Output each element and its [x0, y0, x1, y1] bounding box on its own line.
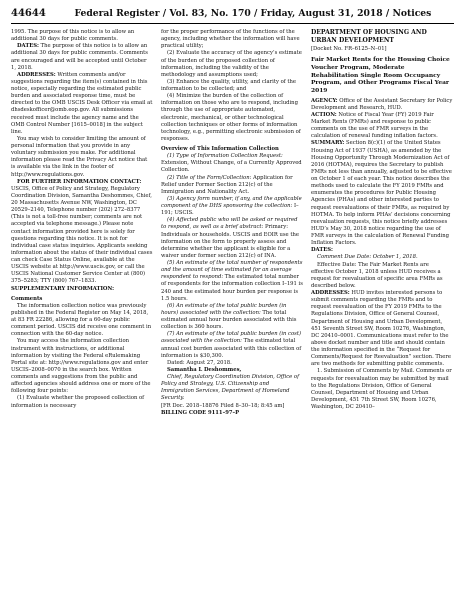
- item-label: (6) An estimate of the total public burden (in hours) associated with the collection:: [161, 302, 287, 316]
- item-label: (2) Title of the Form/Collection:: [167, 174, 252, 181]
- paragraph: (2) Evaluate the accuracy of the agency’s estimate of the burden of the proposed collection of information, including the validity of the methodology and assumptions used;: [161, 50, 302, 78]
- list-item: [161, 175, 303, 196]
- agency-text: Office of the Assistant Secretary for Policy Development and Research, HUD.: [311, 97, 453, 111]
- billing-code: BILLING CODE 9111–97–P: [161, 409, 240, 416]
- addresses-paragraph: [311, 290, 453, 368]
- section-heading: Overview of This Information Collection: [161, 146, 279, 152]
- item-text: The total estimated annual hour burden associated with this collection is 360 hours.: [161, 309, 297, 331]
- paragraph: The information collection notice was previously published in the Federal Register on May 14, 2018, at 83 FR 22286, allowing for a 60-day public comment period. USCIS did receive one comment in connection with the 60-day notice.: [11, 302, 152, 338]
- docket-number: [Docket No. FR–6125–N–01]: [311, 46, 387, 53]
- list-item: [161, 303, 303, 332]
- fr-doc-line: [FR Doc. 2018–18876 Filed 8–30–18; 8:45 am]: [161, 402, 285, 409]
- text-columns: [11, 29, 454, 594]
- item-label: (5) An estimate of the total number of respondents and the amount of time estimated for an average respondent to respond:: [161, 260, 303, 281]
- item-label: (7) An estimate of the total public burden (in cost) associated with the collection:: [161, 331, 301, 345]
- document-title: Fair Market Rents for the Housing Choice Voucher Program, Moderate Rehabilitation Single Room Occupancy Program, and Other Programs Fiscal Year 2019: [311, 56, 450, 95]
- dates-label: DATES:: [311, 247, 333, 254]
- department-heading: DEPARTMENT OF HOUSING AND URBAN DEVELOPMENT: [311, 29, 427, 44]
- addresses-label: ADDRESSES:: [311, 290, 350, 297]
- addresses-paragraph: [11, 72, 153, 136]
- contact-paragraph: [11, 179, 153, 286]
- item-label: (1) Type of Information Collection Request:: [167, 153, 283, 160]
- addresses-text: Written comments and/or suggestions regarding the item(s) contained in this notice, especially regarding the estimated public burden and associated response time, must be directed to the OMB USCIS Desk Officer via email at dhsdeskofficer@omb.eop.gov. All submissions received must include the agency name and the OMB Control Number [1615–0018] in the subject line.: [11, 71, 153, 135]
- agency-label: AGENCY:: [311, 97, 338, 104]
- list-item: [161, 153, 303, 174]
- list-item: [161, 196, 303, 217]
- column-left: [11, 29, 153, 594]
- dated-line: Dated: August 27, 2018.: [167, 359, 232, 366]
- list-item: [161, 331, 303, 360]
- summary-text: Section 8(c)(1) of the United States Housing Act of 1937 (USHA), as amended by the Housing Opportunity Through Modernization Act of 2016 (HOTMA), requires the Secretary to publish FMRs not less than annually, adjusted to be effective on October 1 of each year. This notice describes the methods used to calculate the FY 2019 FMRs and enumerates the procedures for Public Housing Agencies (PHAs) and other interested parties to request reevaluations of their FMRs, as required by HOTMA. To help inform PHAs’ decisions concerning reevaluation requests, this notice briefly addresses HUD’s May 30, 2018 notice regarding the use of FMR surveys in the calculation of Renewal Funding Inflation Factors.: [311, 140, 452, 247]
- item-text: The estimated total number of respondents for the information collection I–191 is 240 and the estimated hour burden per response is 1.5 hours.: [161, 274, 303, 302]
- dates-paragraph: [311, 247, 453, 254]
- paragraph: for the proper performance of the functions of the agency, including whether the information will have practical utility;: [161, 29, 300, 50]
- paragraph: (3) Enhance the quality, utility, and clarity of the information to be collected; and: [161, 78, 296, 92]
- signer-title: Chief, Regulatory Coordination Division, Office of Policy and Strategy, U.S. Citizenship and Immigration Services, Department of Homeland Security.: [161, 374, 300, 402]
- contact-label: FOR FURTHER INFORMATION CONTACT:: [17, 178, 142, 185]
- action-label: ACTION:: [311, 111, 337, 118]
- dates-paragraph: [11, 43, 153, 72]
- item-text: Primary: Individuals or households. USCIS and EOIR use the information on the form to properly assess and determine whether the applicant is eligible for a waiver under former section 212(c) of INA.: [161, 224, 299, 259]
- item-text: Application for Relief under Former Section 212(c) of the Immigration and Nationality Act.: [161, 174, 293, 195]
- masthead: Federal Register / Vol. 83, No. 170 / Friday, August 31, 2018 / Notices: [74, 8, 432, 19]
- summary-label: SUMMARY:: [311, 140, 345, 147]
- paragraph: You may wish to consider limiting the amount of personal information that you provide in any voluntary submission you make. For additional information please read the Privacy Act notice that is available via the link in the footer of http://www.regulations.gov.: [11, 135, 148, 178]
- dates-label: DATES:: [17, 43, 39, 50]
- supplementary-label: SUPPLEMENTARY INFORMATION:: [11, 285, 115, 292]
- paragraph: 1. Submission of Comments by Mail. Comments or requests for reevaluation may be submitted by mail to the Regulations Division, Office of General Counsel, Department of Housing and Urban Development, 451 7th Street SW, Room 10276, Washington, DC 20410–: [311, 368, 452, 411]
- list-item: [161, 217, 303, 260]
- item-label: (3) Agency form number, if any, and the applicable component of the DHS sponsoring the collection:: [161, 195, 302, 209]
- item-text: Extension, Without Change, of a Currently Approved Collection.: [161, 160, 302, 174]
- summary-paragraph: [311, 140, 453, 247]
- contact-text: USCIS, Office of Policy and Strategy, Regulatory Coordination Division, Samantha Deshommes, Chief, 20 Massachusetts Avenue NW, Washington, DC 20529–2140, Telephone number (202) 272–8377 (This is not a toll-free number; comments are not accepted via telephone message.) Please note contact information provided here is solely for questions regarding this notice. It is not for individual case status inquiries. Applicants seeking information about the status of their individual cases can check Case Status Online, available at the USCIS website at http://www.uscis.gov, or call the USCIS National Customer Service Center at (800) 375–5283; TTY (800) 767–1833.: [11, 185, 153, 285]
- dates-text: The purpose of this notice is to allow an additional 30 days for public comments. Comments are encouraged and will be accepted until October 1, 2018.: [11, 43, 148, 71]
- paragraph: (1) Evaluate whether the proposed collection of information is necessary: [11, 395, 145, 409]
- paragraph: (4) Minimize the burden of the collection of information on those who are to respond, including through the use of appropriate automated, electronic, mechanical, or other technological collection techniques or other forms of information technology, e.g., permitting electronic submission of responses.: [161, 93, 301, 142]
- page-number: 44644: [11, 8, 46, 19]
- column-right: [311, 29, 453, 594]
- agency-paragraph: [311, 98, 453, 112]
- running-head: [11, 8, 454, 24]
- effective-date: Effective Date: The Fair Market Rents are effective October 1, 2018 unless HUD receives a request for reevaluation of specific area FMRs as described below.: [311, 261, 443, 289]
- action-text: Notice of Fiscal Year (FY) 2019 Fair Market Rents (FMRs) and response to public comments on the use of FMR surveys in the calculation of renewal funding inflation factors.: [311, 111, 438, 140]
- addresses-label: ADDRESSES:: [17, 71, 56, 78]
- signer-name: Samantha L Deshommes,: [167, 366, 242, 373]
- supplementary-paragraph: [11, 286, 153, 293]
- list-item: [161, 260, 303, 303]
- paragraph: You may access the information collection instrument with instructions, or additional information by visiting the Federal eRulemaking Portal site at: http://www.regulations.gov and enter USCIS–2008–0070 in the search box. Written comments and suggestions from the public and affected agencies should address one or more of the following four points:: [11, 338, 151, 395]
- item-text: The estimated total annual cost burden associated with this collection of information is $30,300.: [161, 338, 302, 359]
- column-middle: [161, 29, 303, 594]
- addresses-text: HUD invites interested persons to submit comments regarding the FMRs and to request reevaluation of the FY 2019 FMRs to the Regulations Division, Office of General Counsel, Department of Housing and Urban Development, 451 Seventh Street SW, Room 10276, Washington, DC 20410–0001. Communications must refer to the above docket number and title and should contain the information specified in the “Request for Comments/Request for Reevaluation” section. There are two methods for submitting public comments.: [311, 290, 452, 368]
- item-label: (4) Affected public who will be asked or required to respond, as well as a brief abstract:: [161, 217, 298, 231]
- section-heading: Comments: [11, 295, 43, 302]
- paragraph: 1995. The purpose of this notice is to allow an additional 30 days for public comments.: [11, 29, 135, 43]
- item-text: I–191; USCIS.: [161, 203, 299, 217]
- comment-due-date: Comment Due Date: October 1, 2018.: [317, 254, 418, 261]
- action-paragraph: [311, 112, 453, 141]
